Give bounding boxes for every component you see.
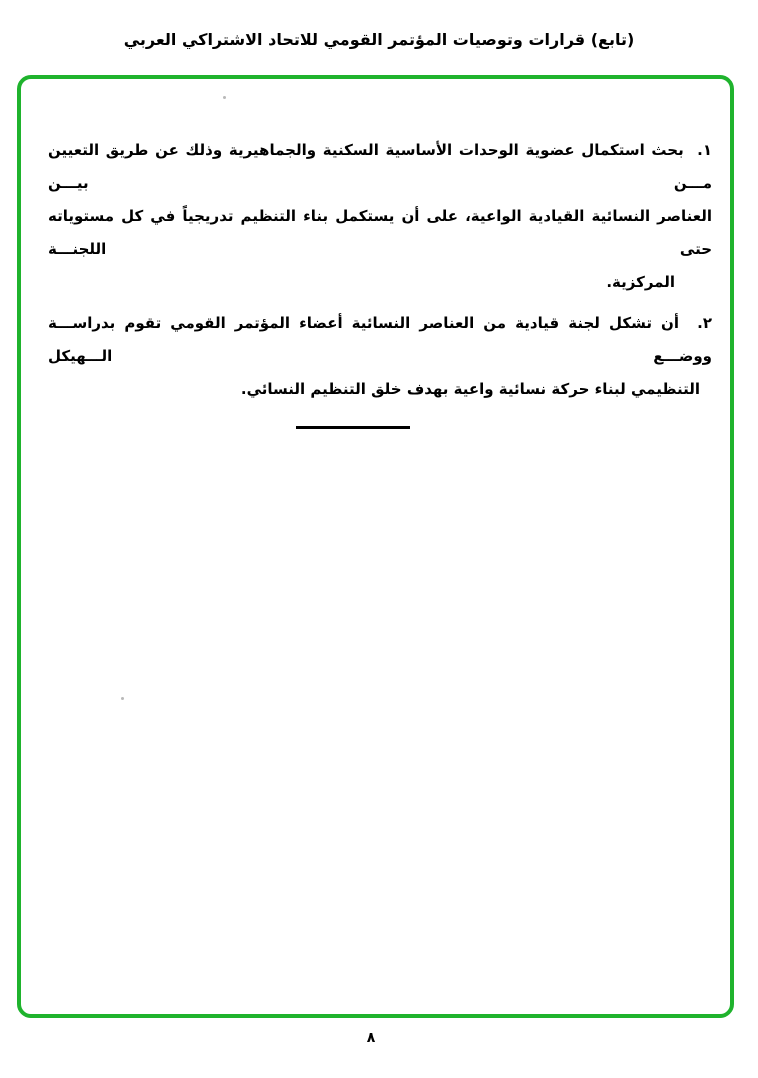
section-divider (296, 426, 410, 429)
item-1-line-1: ١. بحث استكمال عضوية الوحدات الأساسية السكنية والجماهيرية وذلك عن طريق التعيين مـــن بيـــن (48, 141, 712, 192)
item-1-line-2: العناصر النسائية القيادية الواعية، على أن يستكمل بناء التنظيم تدريجياً في كل مستوياته حتى اللجنـــة (48, 207, 712, 258)
numbered-item-2 (48, 307, 712, 406)
item-2-line-1: ٢. أن تشكل لجنة قيادية من العناصر النسائية أعضاء المؤتمر القومي تقوم بدراســـة ووضـــع الـــهيكل (48, 314, 712, 365)
numbered-item-1 (48, 134, 712, 299)
item-1-line-3: المركزية. (606, 273, 675, 291)
green-border-frame (17, 75, 734, 1018)
page-header-title: (تابع) قرارات وتوصيات المؤتمر القومي للاتحاد الاشتراكي العربي (123, 30, 635, 49)
scan-speck (223, 96, 226, 99)
item-2-line-2: التنظيمي لبناء حركة نسائية واعية بهدف خلق التنظيم النسائي. (240, 380, 700, 398)
scan-speck (121, 697, 124, 700)
document-body (48, 134, 712, 429)
page-number: ٨ (366, 1030, 376, 1046)
